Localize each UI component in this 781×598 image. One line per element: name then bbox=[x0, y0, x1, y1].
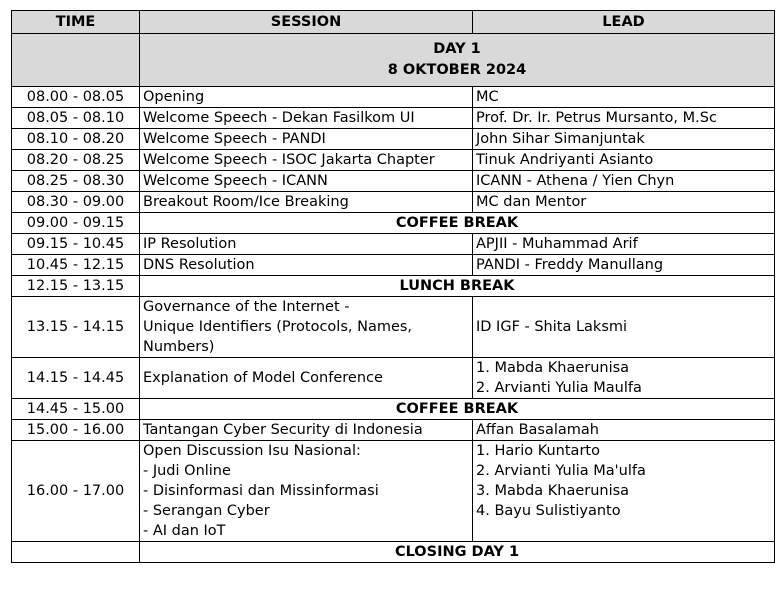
session-line: - Judi Online bbox=[143, 463, 231, 479]
lead-cell: John Sihar Simanjuntak bbox=[473, 129, 775, 150]
time-cell: 16.00 - 17.00 bbox=[12, 441, 140, 542]
table-row bbox=[12, 358, 775, 399]
break-label: COFFEE BREAK bbox=[140, 213, 775, 234]
session-line: - Disinformasi dan Missinformasi bbox=[143, 483, 379, 499]
closing-row bbox=[12, 542, 775, 563]
session-line: Governance of the Internet - bbox=[143, 299, 350, 315]
session-line: - AI dan IoT bbox=[143, 523, 226, 539]
lead-line: 2. Arvianti Yulia Ma'ulfa bbox=[476, 463, 646, 479]
table-row bbox=[12, 171, 775, 192]
day-header-row bbox=[12, 34, 775, 87]
session-cell: Welcome Speech - ICANN bbox=[140, 171, 473, 192]
session-cell bbox=[140, 441, 473, 542]
table-row bbox=[12, 150, 775, 171]
header-session: SESSION bbox=[140, 11, 473, 34]
day-label bbox=[140, 34, 775, 87]
table-row bbox=[12, 234, 775, 255]
session-cell: Welcome Speech - ISOC Jakarta Chapter bbox=[140, 150, 473, 171]
header-time: TIME bbox=[12, 11, 140, 34]
time-cell: 09.15 - 10.45 bbox=[12, 234, 140, 255]
lead-cell: ID IGF - Shita Laksmi bbox=[473, 297, 775, 358]
lead-cell bbox=[473, 441, 775, 542]
break-row bbox=[12, 276, 775, 297]
table-row bbox=[12, 297, 775, 358]
table-row bbox=[12, 255, 775, 276]
header-lead: LEAD bbox=[473, 11, 775, 34]
lead-cell bbox=[473, 358, 775, 399]
time-cell: 08.05 - 08.10 bbox=[12, 108, 140, 129]
table-row bbox=[12, 441, 775, 542]
lead-line: 4. Bayu Sulistiyanto bbox=[476, 503, 621, 519]
break-row bbox=[12, 213, 775, 234]
lead-cell: PANDI - Freddy Manullang bbox=[473, 255, 775, 276]
time-cell: 08.10 - 08.20 bbox=[12, 129, 140, 150]
time-cell: 08.20 - 08.25 bbox=[12, 150, 140, 171]
day-date: 8 OKTOBER 2024 bbox=[387, 62, 527, 78]
agenda-table bbox=[11, 10, 775, 563]
header-row bbox=[12, 11, 775, 34]
break-label: COFFEE BREAK bbox=[140, 399, 775, 420]
time-cell: 10.45 - 12.15 bbox=[12, 255, 140, 276]
lead-cell: Tinuk Andriyanti Asianto bbox=[473, 150, 775, 171]
lead-line: 1. Hario Kuntarto bbox=[476, 443, 600, 459]
lead-cell: ICANN - Athena / Yien Chyn bbox=[473, 171, 775, 192]
lead-cell: Prof. Dr. Ir. Petrus Mursanto, M.Sc bbox=[473, 108, 775, 129]
lead-line: 3. Mabda Khaerunisa bbox=[476, 483, 630, 499]
lead-line: 2. Arvianti Yulia Maulfa bbox=[476, 380, 642, 396]
table-row bbox=[12, 129, 775, 150]
time-cell: 13.15 - 14.15 bbox=[12, 297, 140, 358]
time-cell: 14.45 - 15.00 bbox=[12, 399, 140, 420]
session-line: - Serangan Cyber bbox=[143, 503, 270, 519]
session-line: Open Discussion Isu Nasional: bbox=[143, 443, 361, 459]
time-cell: 09.00 - 09.15 bbox=[12, 213, 140, 234]
lead-cell: MC dan Mentor bbox=[473, 192, 775, 213]
session-cell: Welcome Speech - PANDI bbox=[140, 129, 473, 150]
time-cell: 12.15 - 13.15 bbox=[12, 276, 140, 297]
table-row bbox=[12, 420, 775, 441]
session-line: Numbers) bbox=[143, 339, 215, 355]
closing-label: CLOSING DAY 1 bbox=[140, 542, 775, 563]
time-cell: 15.00 - 16.00 bbox=[12, 420, 140, 441]
table-row bbox=[12, 87, 775, 108]
table-row bbox=[12, 192, 775, 213]
session-cell: DNS Resolution bbox=[140, 255, 473, 276]
break-label: LUNCH BREAK bbox=[140, 276, 775, 297]
lead-cell: Affan Basalamah bbox=[473, 420, 775, 441]
time-cell: 08.00 - 08.05 bbox=[12, 87, 140, 108]
lead-cell: APJII - Muhammad Arif bbox=[473, 234, 775, 255]
session-cell: Tantangan Cyber Security di Indonesia bbox=[140, 420, 473, 441]
time-cell: 14.15 - 14.45 bbox=[12, 358, 140, 399]
session-cell: IP Resolution bbox=[140, 234, 473, 255]
table-row bbox=[12, 108, 775, 129]
session-cell bbox=[140, 297, 473, 358]
time-cell: 08.30 - 09.00 bbox=[12, 192, 140, 213]
lead-cell: MC bbox=[473, 87, 775, 108]
session-cell: Welcome Speech - Dekan Fasilkom UI bbox=[140, 108, 473, 129]
time-cell: 08.25 - 08.30 bbox=[12, 171, 140, 192]
lead-line: 1. Mabda Khaerunisa bbox=[476, 360, 630, 376]
session-cell: Breakout Room/Ice Breaking bbox=[140, 192, 473, 213]
closing-blank-cell bbox=[12, 542, 140, 563]
day-title: DAY 1 bbox=[433, 41, 481, 57]
day-blank-cell bbox=[12, 34, 140, 87]
break-row bbox=[12, 399, 775, 420]
session-line: Unique Identifiers (Protocols, Names, bbox=[143, 319, 413, 335]
session-cell: Explanation of Model Conference bbox=[140, 358, 473, 399]
session-cell: Opening bbox=[140, 87, 473, 108]
